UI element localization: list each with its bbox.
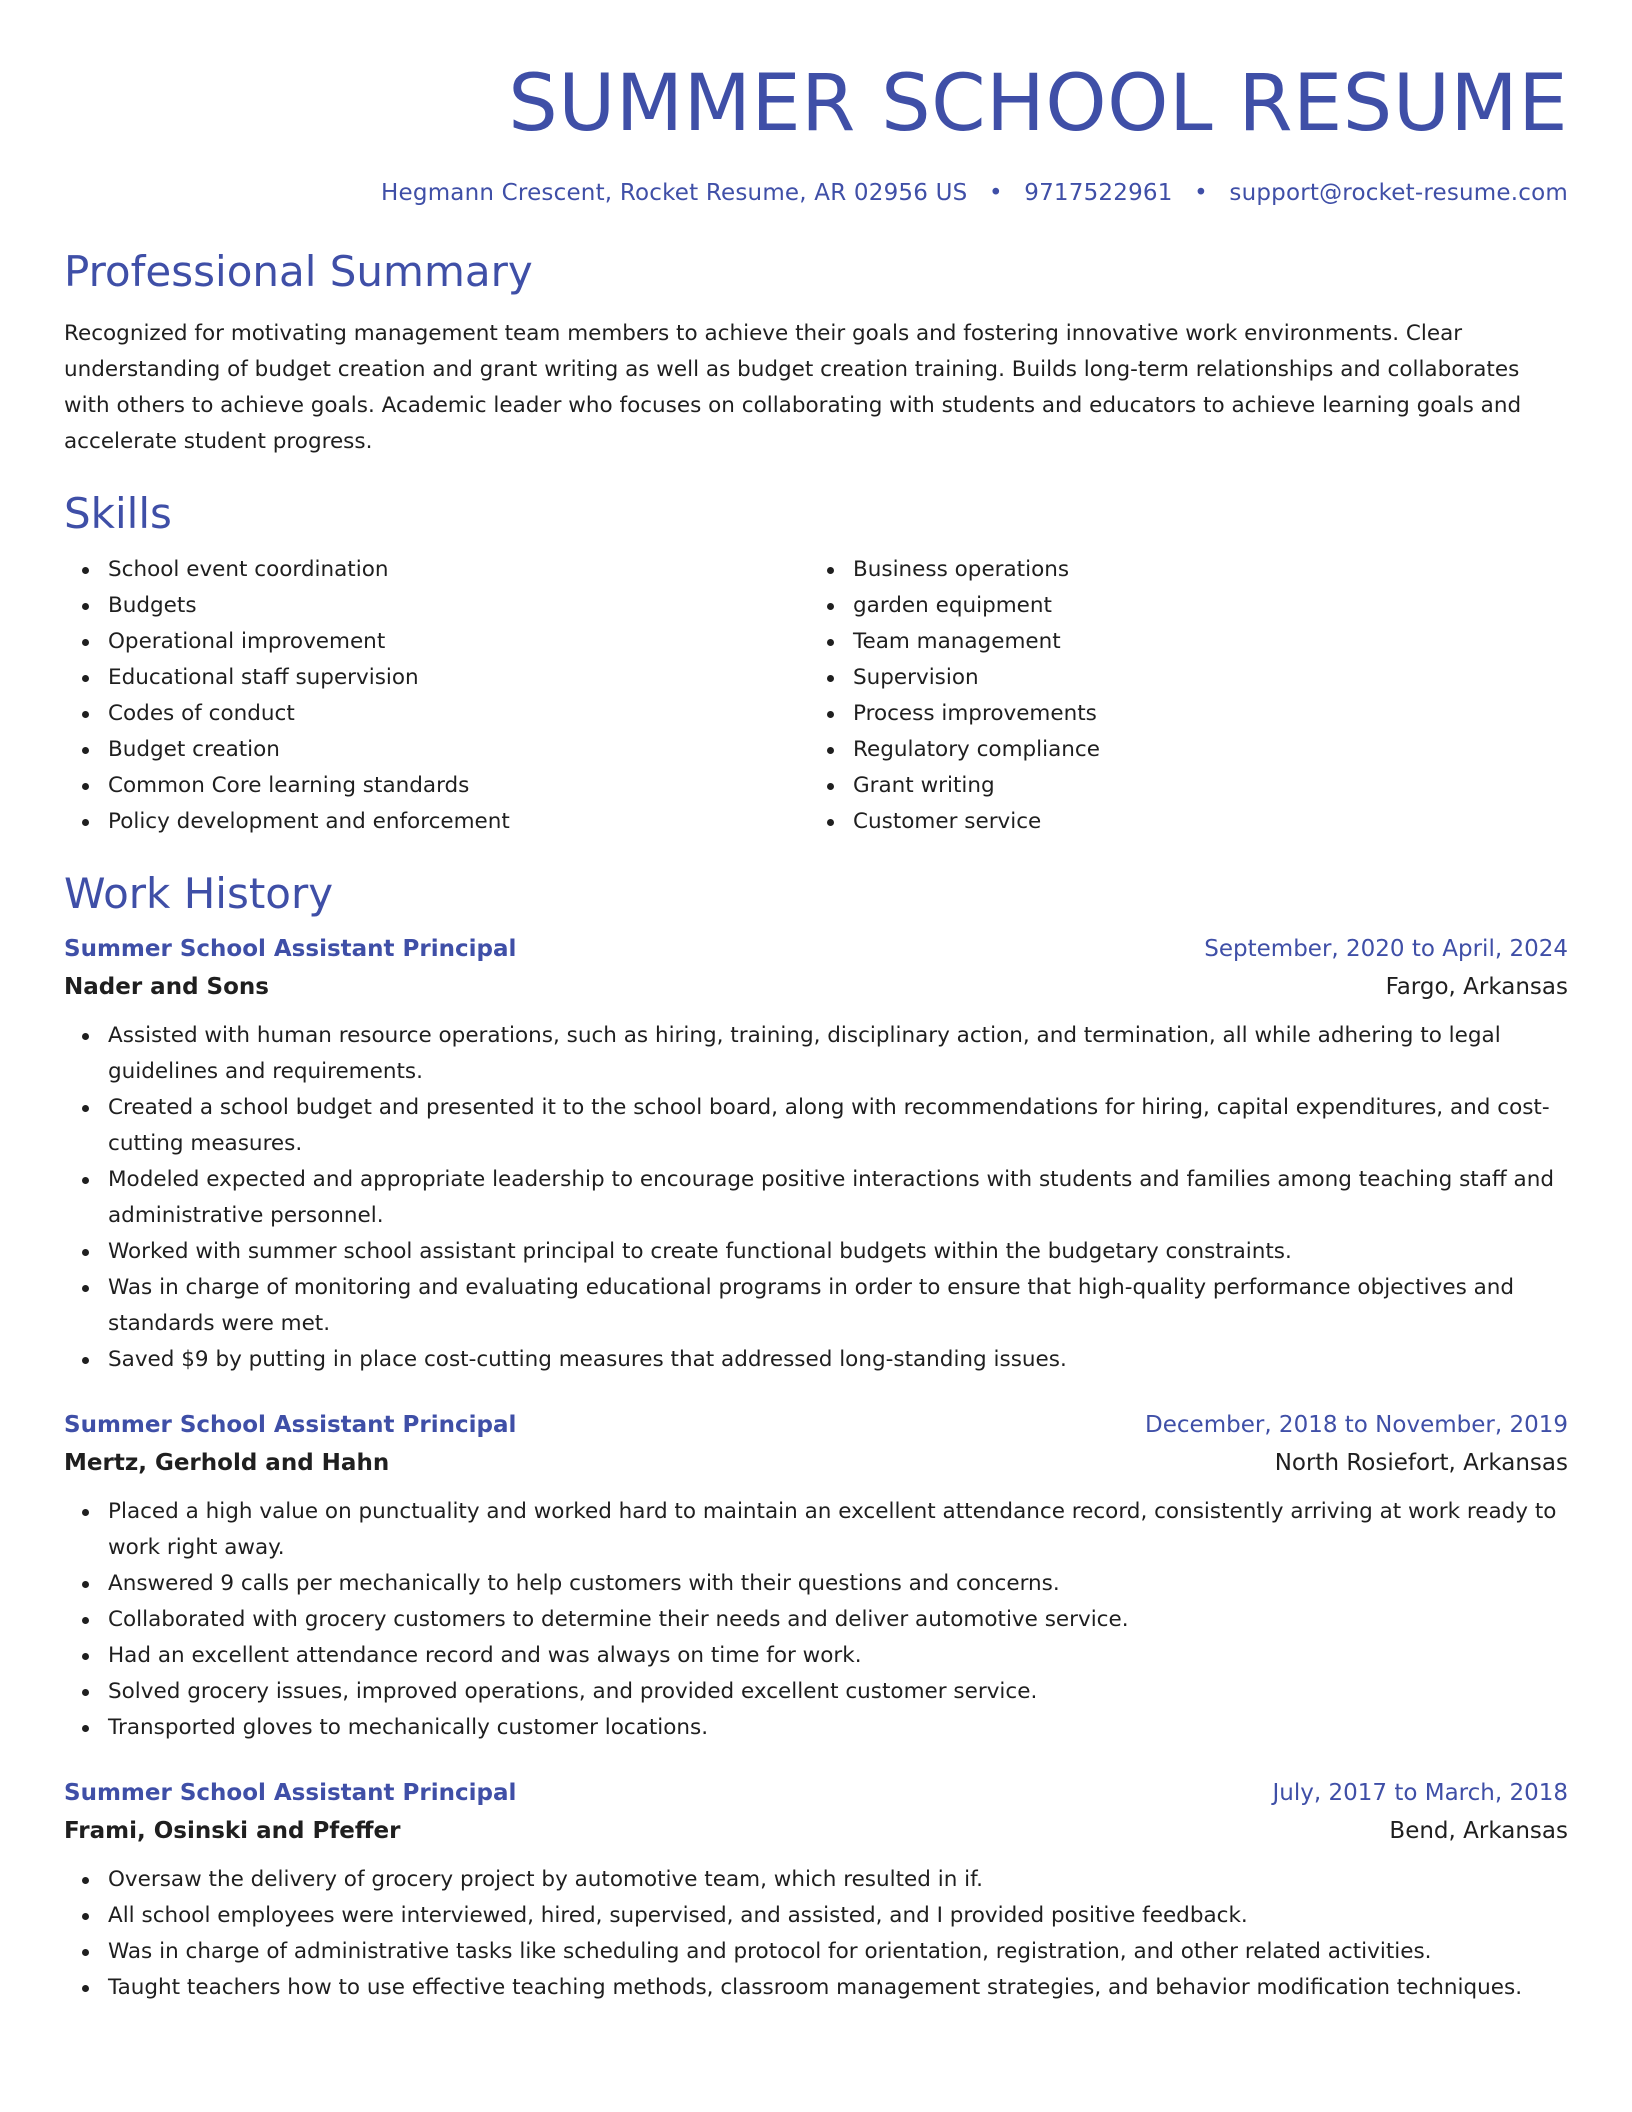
job-title: Summer School Assistant Principal	[64, 1780, 517, 1806]
job-title-row	[64, 930, 1568, 968]
job-bullet: Modeled expected and appropriate leadership to encourage positive interactions with students and families among teaching staff and administrative personnel.	[108, 1162, 1568, 1234]
job-bullet: Had an excellent attendance record and was always on time for work.	[108, 1638, 1568, 1674]
job-bullet: All school employees were interviewed, hired, supervised, and assisted, and I provided positive feedback.	[108, 1898, 1568, 1934]
skill-item: Policy development and enforcement	[108, 804, 823, 840]
summary-heading: Professional Summary	[64, 247, 533, 296]
separator-dot: •	[988, 180, 1003, 206]
job-bullet: Transported gloves to mechanically customer locations.	[108, 1710, 1568, 1746]
job-bullet: Oversaw the delivery of grocery project by automotive team, which resulted in if.	[108, 1862, 1568, 1898]
job-bullets	[64, 1018, 1568, 1378]
job-bullet: Collaborated with grocery customers to determine their needs and deliver automotive service.	[108, 1602, 1568, 1638]
job-company-row	[64, 1812, 1568, 1850]
separator-dot: •	[1194, 180, 1208, 206]
skill-item: Business operations	[853, 552, 1568, 588]
job-dates: July, 2017 to March, 2018	[1272, 1780, 1568, 1806]
job-bullet: Was in charge of administrative tasks like scheduling and protocol for orientation, registration, and other related activities.	[108, 1934, 1568, 1970]
skill-item: garden equipment	[853, 588, 1568, 624]
skill-item: Budget creation	[108, 732, 823, 768]
job-bullet: Was in charge of monitoring and evaluating educational programs in order to ensure that high-quality performance objectives and standards were met.	[108, 1270, 1568, 1342]
skill-item: Common Core learning standards	[108, 768, 823, 804]
job-company-row	[64, 968, 1568, 1006]
skills-heading: Skills	[64, 489, 172, 538]
skills-column-right	[823, 552, 1568, 840]
job-location: Fargo, Arkansas	[1385, 974, 1568, 1000]
job-bullet: Saved $9 by putting in place cost-cutting measures that addressed long-standing issues.	[108, 1342, 1568, 1378]
work-history-section	[64, 868, 1568, 2006]
skill-item: Educational staff supervision	[108, 660, 823, 696]
job-title: Summer School Assistant Principal	[64, 1412, 517, 1438]
job-location: Bend, Arkansas	[1389, 1818, 1568, 1844]
skill-item: School event coordination	[108, 552, 823, 588]
job-bullet: Answered 9 calls per mechanically to help customers with their questions and concerns.	[108, 1566, 1568, 1602]
summary-text: Recognized for motivating management team members to achieve their goals and fostering innovative work environments. Clear understanding of budget creation and grant writing as well as budget creation training. Builds long-term relationships and collaborates with others to achieve goals. Academic leader who focuses on collaborating with students and educators to achieve learning goals and accelerate student progress.	[64, 321, 1522, 454]
work-history-heading: Work History	[64, 869, 334, 918]
job-bullet: Taught teachers how to use effective teaching methods, classroom management strategies, and behavior modification techniques.	[108, 1970, 1568, 2006]
job-company: Nader and Sons	[64, 974, 269, 1000]
job-bullet: Assisted with human resource operations, such as hiring, training, disciplinary action, and termination, all while adhering to legal guidelines and requirements.	[108, 1018, 1568, 1090]
contact-address: Hegmann Crescent, Rocket Resume, AR 02956 US	[381, 180, 968, 206]
job-entry	[64, 930, 1568, 1378]
skill-item: Budgets	[108, 588, 823, 624]
skill-item: Grant writing	[853, 768, 1568, 804]
contact-line	[64, 180, 1568, 206]
job-entry	[64, 1774, 1568, 2006]
contact-phone: 9717522961	[1024, 180, 1173, 206]
skills-grid	[64, 552, 1568, 840]
job-title: Summer School Assistant Principal	[64, 936, 517, 962]
job-company-row	[64, 1444, 1568, 1482]
job-title-row	[64, 1774, 1568, 1812]
job-bullet: Placed a high value on punctuality and worked hard to maintain an excellent attendance record, consistently arriving at work ready to work right away.	[108, 1494, 1568, 1566]
job-bullet: Solved grocery issues, improved operations, and provided excellent customer service.	[108, 1674, 1568, 1710]
skills-section	[64, 488, 1568, 840]
job-bullet: Worked with summer school assistant principal to create functional budgets within the budgetary constraints.	[108, 1234, 1568, 1270]
skill-item: Customer service	[853, 804, 1568, 840]
contact-email: support@rocket-resume.com	[1229, 180, 1568, 206]
job-dates: December, 2018 to November, 2019	[1145, 1412, 1568, 1438]
skill-item: Supervision	[853, 660, 1568, 696]
job-title-row	[64, 1406, 1568, 1444]
resume-header	[64, 0, 1568, 206]
job-location: North Rosiefort, Arkansas	[1274, 1450, 1568, 1476]
resume-title: SUMMER SCHOOL RESUME	[508, 59, 1568, 149]
skill-item: Team management	[853, 624, 1568, 660]
job-entry	[64, 1406, 1568, 1746]
job-company: Mertz, Gerhold and Hahn	[64, 1450, 390, 1476]
skill-item: Operational improvement	[108, 624, 823, 660]
job-dates: September, 2020 to April, 2024	[1204, 936, 1568, 962]
job-bullets	[64, 1862, 1568, 2006]
skill-item: Regulatory compliance	[853, 732, 1568, 768]
skills-column-left	[64, 552, 823, 840]
skill-item: Process improvements	[853, 696, 1568, 732]
job-bullet: Created a school budget and presented it to the school board, along with recommendations for hiring, capital expenditures, and cost-cutting measures.	[108, 1090, 1568, 1162]
summary-section	[64, 246, 1568, 460]
job-bullets	[64, 1494, 1568, 1746]
job-company: Frami, Osinski and Pfeffer	[64, 1818, 401, 1844]
skill-item: Codes of conduct	[108, 696, 823, 732]
